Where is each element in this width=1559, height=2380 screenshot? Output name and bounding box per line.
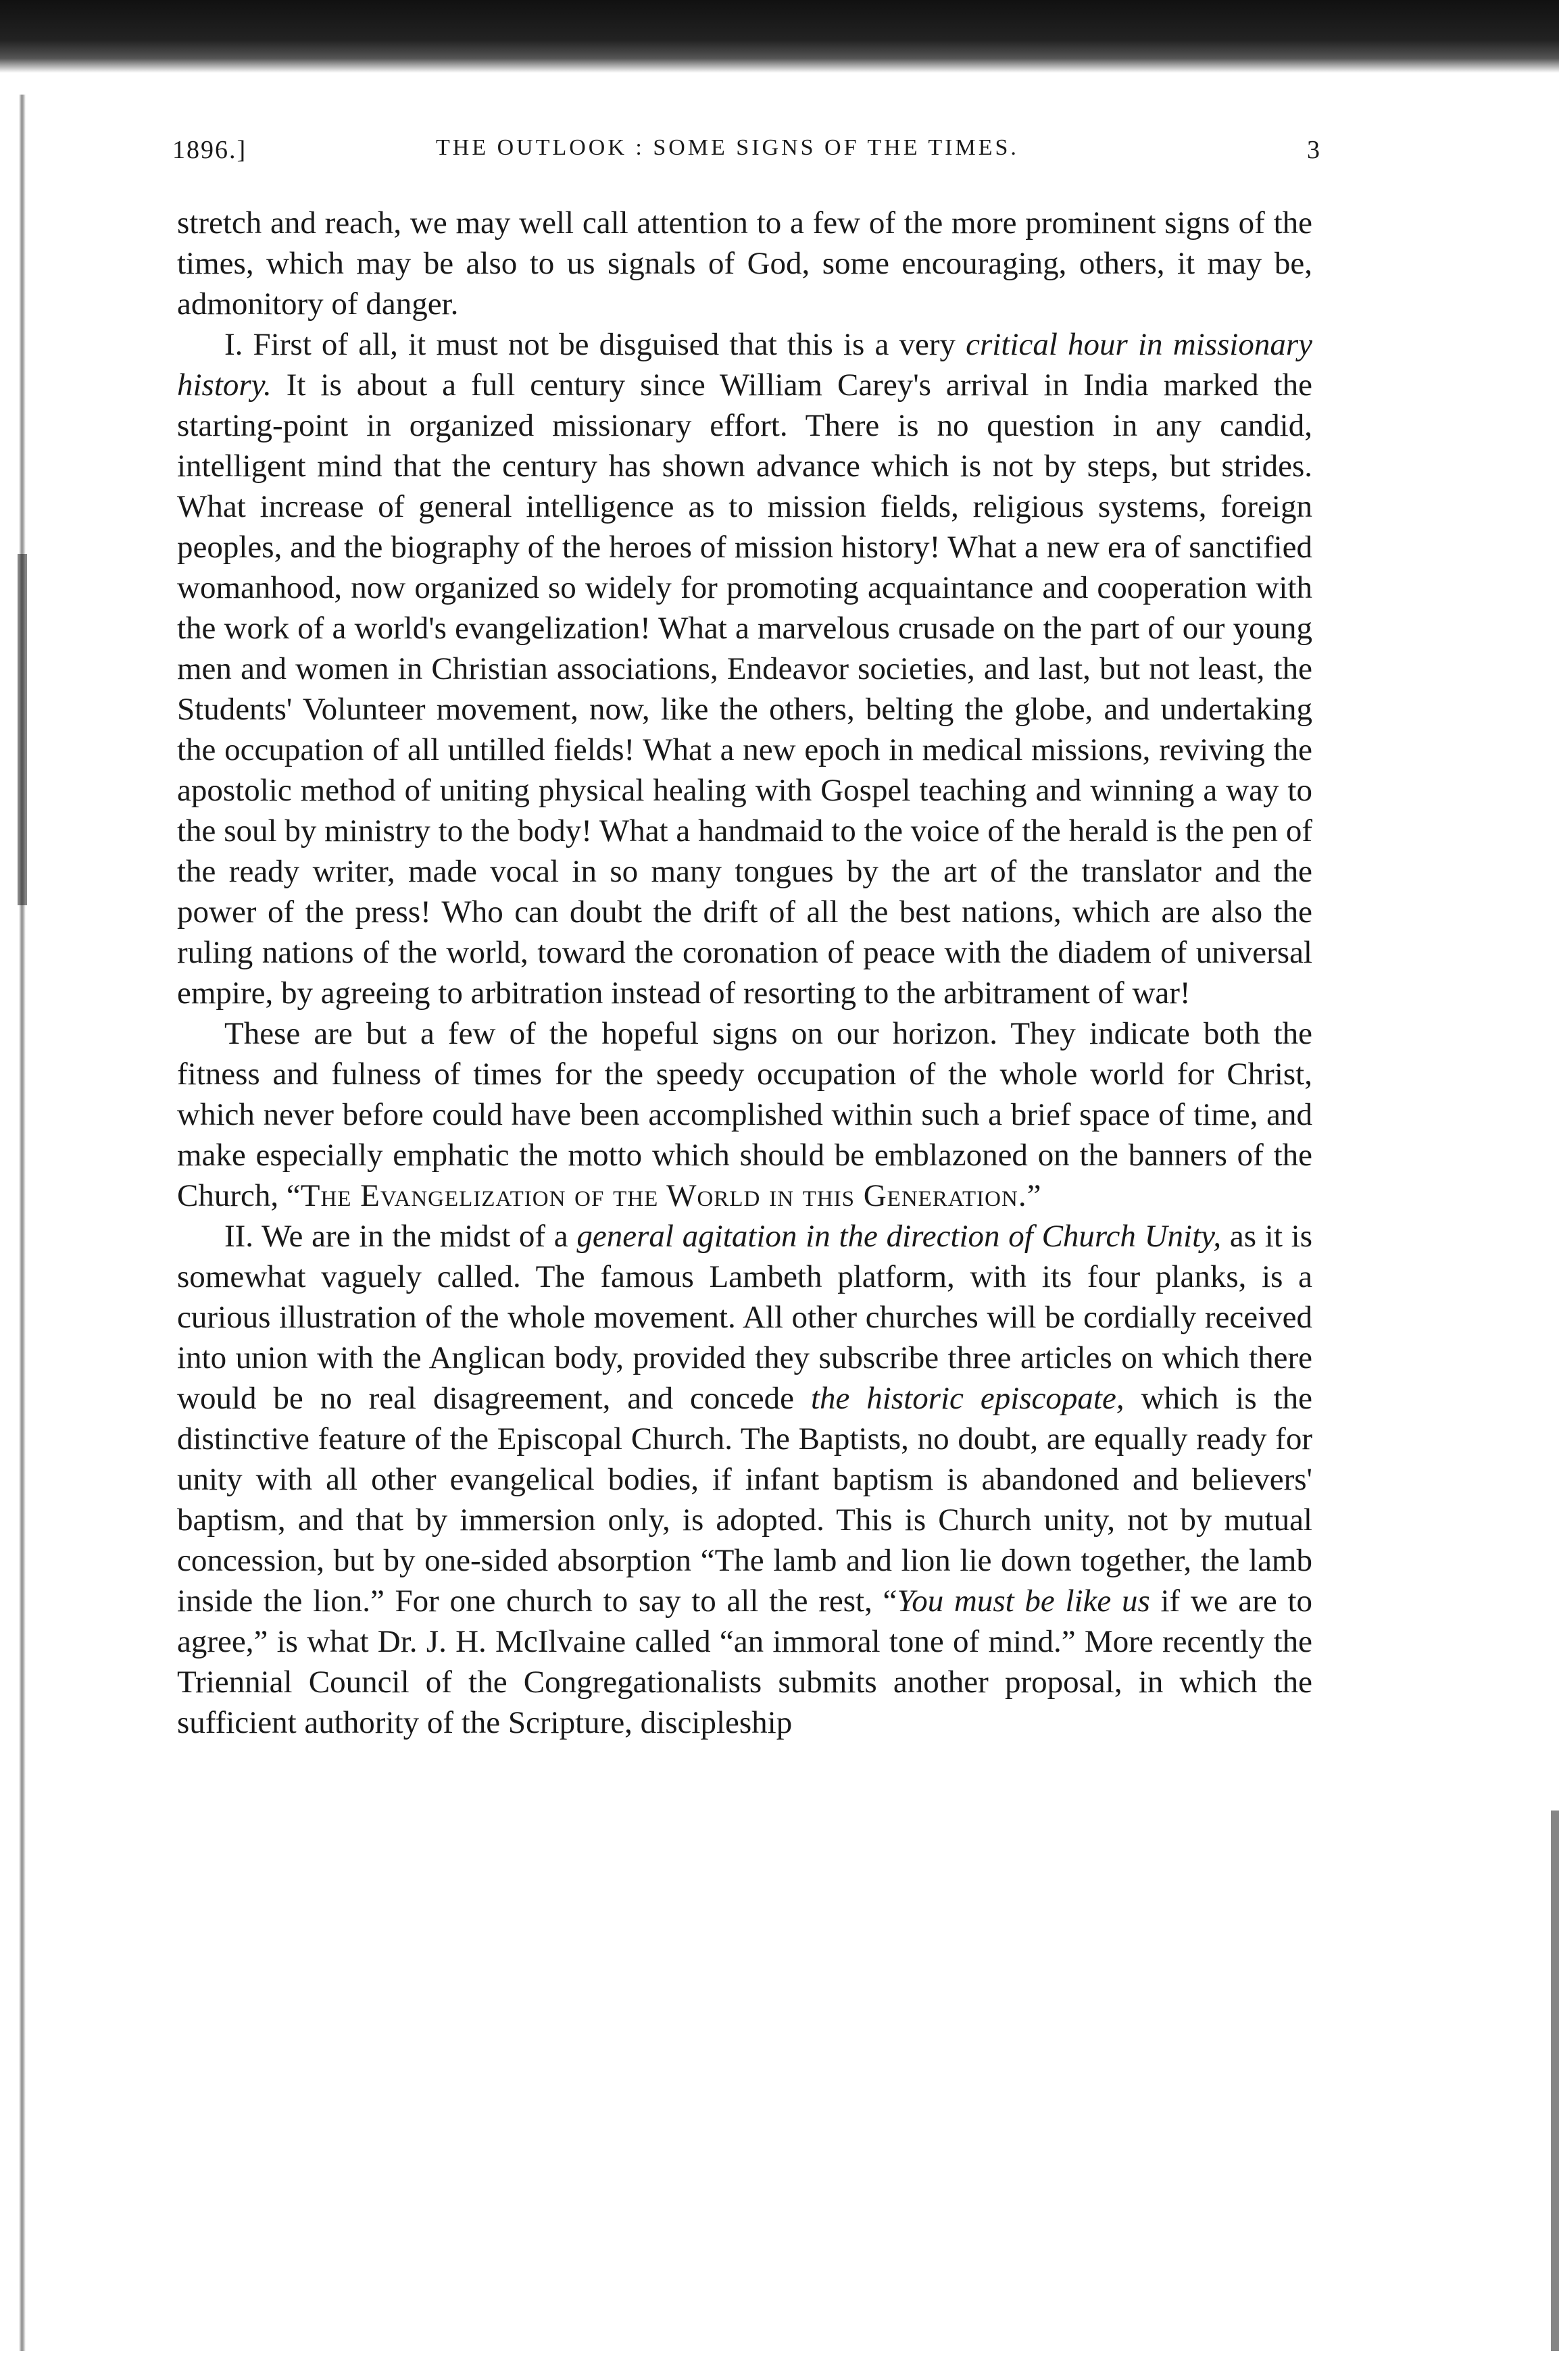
p4-text-c: which is the distinctive feature of the Episcopal Church. The Baptists, no doubt, are equally ready for unity with all other evangelical bodies, if infant baptism is abandoned and believers' baptism, and that by immersion only, is adopted. This is Church unity, not by mutual concession, but by one-sided absorption “The lamb and lion lie down together, the lamb inside the lion.” For one church to say to all the rest, “	[177, 1381, 1312, 1619]
body-text	[177, 203, 1312, 1743]
p2-italic: critical hour in missionary history.	[177, 327, 1312, 403]
p4-text-d: if we are to agree,” is what Dr. J. H. McIlvaine called “an immoral tone of mind.” More recently the Triennial Council of the Congregationalists submits another proposal, in which the sufficient authority of the Scripture, discipleship	[177, 1584, 1312, 1740]
paragraph-2	[177, 324, 1312, 1013]
page-number: 3	[1307, 136, 1321, 164]
paragraph-1: stretch and reach, we may well call attention to a few of the more prominent signs of the times, which may be also to us signals of God, some encouraging, others, it may be, admonitory of danger.	[177, 205, 1312, 322]
p4-text-b: as it is somewhat vaguely called. The famous Lambeth platform, with its four planks, is a curious illustration of the whole movement. All other churches will be cordially received into union with the Anglican body, provided they subscribe three articles on which there would be no real disagreement, and concede	[177, 1219, 1312, 1416]
p4-italic-1: general agitation in the direction of Church Unity,	[576, 1219, 1222, 1254]
header-title: THE OUTLOOK : SOME SIGNS OF THE TIMES.	[436, 135, 1019, 160]
p2-text-b: It is about a full century since William Carey's arrival in India marked the starting-point in organized missionary effort. There is no question in any candid, intelligent mind that the century has shown advance which is not by steps, but strides. What increase of general intelligence as to mission fields, religious systems, foreign peoples, and the biography of the heroes of mission history! What a new era of sanctified womanhood, now organized so widely for promoting acquaintance and cooperation with the work of a world's evangelization! What a marvelous crusade on the part of our young men and women in Christian associations, Endeavor societies, and last, but not least, the Students' Volunteer movement, now, like the others, belting the globe, and undertaking the occupation of all untilled fields! What a new epoch in medical missions, reviving the apostolic method of uniting physical healing with Gospel teaching and winning a way to the soul by ministry to the body! What a handmaid to the voice of the herald is the pen of the ready writer, made vocal in so many tongues by the art of the translator and the power of the press! Who can doubt the drift of all the best nations, which are also the ruling nations of the world, toward the coronation of peace with the diadem of universal empire, by agreeing to arbitration instead of resorting to the arbitrament of war!	[177, 368, 1312, 1011]
p4-text-a: II. We are in the midst of a	[224, 1219, 577, 1254]
p3-text-b: ”	[1026, 1178, 1041, 1213]
p2-text-a: I. First of all, it must not be disguised that this is a very	[224, 327, 966, 362]
paragraph-4	[177, 1216, 1312, 1743]
header-year: 1896.]	[172, 136, 247, 164]
p4-italic-3: You must be like us	[897, 1584, 1150, 1619]
p3-text-a: These are but a few of the hopeful signs on our horizon. They indicate both the fitness and fulness of times for the speedy occupation of the whole world for Christ, which never before could have been accomplished within such a brief space of time, and make especially emphatic the motto which should be emblazoned on the banners of the Church, “	[177, 1016, 1312, 1213]
p4-italic-2: the historic episcopate,	[810, 1381, 1124, 1416]
p3-motto: The Evangelization of the World in this Generation.	[300, 1178, 1027, 1213]
paragraph-3	[177, 1013, 1312, 1216]
running-head	[172, 135, 1321, 176]
